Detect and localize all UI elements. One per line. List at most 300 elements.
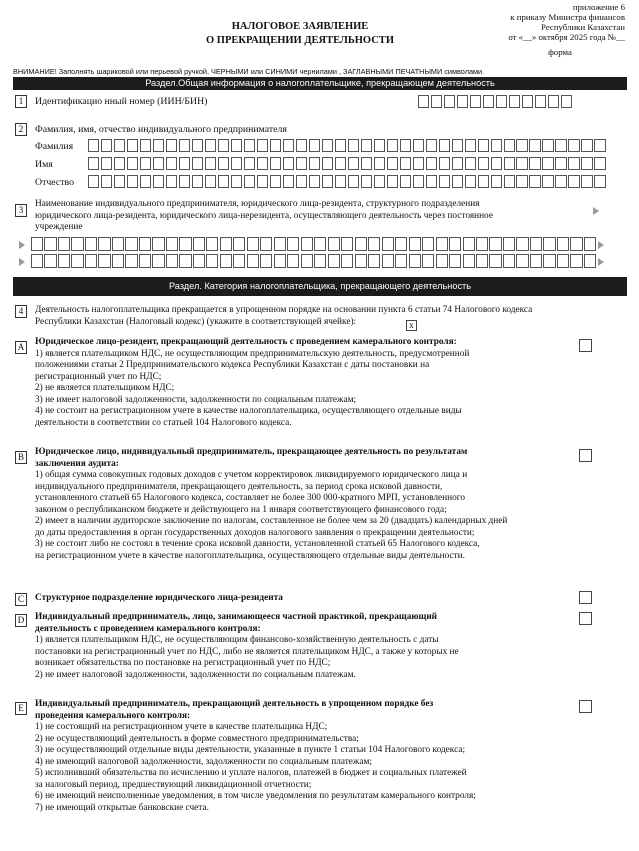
category-line: возникает обязательства по постановке на регистрационный учет по НДС; [35, 658, 331, 669]
char-cell[interactable] [193, 254, 205, 268]
char-cell[interactable] [368, 237, 380, 251]
char-cell[interactable] [206, 254, 218, 268]
char-cell[interactable] [85, 237, 97, 251]
category-letter: B [15, 451, 27, 464]
char-cell[interactable] [581, 157, 592, 170]
char-cell[interactable] [503, 254, 515, 268]
char-cell[interactable] [257, 139, 268, 152]
char-cell[interactable] [504, 175, 515, 188]
char-cell[interactable] [444, 95, 455, 108]
char-cell[interactable] [328, 254, 340, 268]
char-cell[interactable] [179, 139, 190, 152]
char-cell[interactable] [88, 139, 99, 152]
char-cell[interactable] [152, 237, 164, 251]
category-e-text [35, 699, 595, 814]
char-cell[interactable] [231, 157, 242, 170]
field-number: 1 [15, 95, 27, 108]
char-cell[interactable] [489, 254, 501, 268]
document-title [150, 20, 450, 47]
char-cell[interactable] [112, 254, 124, 268]
char-cell[interactable] [101, 175, 112, 188]
char-cell[interactable] [568, 157, 579, 170]
surname-label: Фамилия [35, 141, 74, 152]
category-line: 2) имеет в наличии аудиторское заключение по налогам, составленное не более чем за 20 (двадцать) календарных дней [35, 516, 508, 527]
char-cell[interactable] [166, 175, 177, 188]
char-cell[interactable] [374, 175, 385, 188]
category-line: 3) не осуществляющий отдельные виды деятельности, указанные в пункте 1 статьи 104 Налогового кодекса; [35, 745, 466, 756]
char-cell[interactable] [127, 157, 138, 170]
org-label-line: Наименование индивидуального предпринимателя, юридического лица-резидента, структурного подразделения [35, 199, 480, 209]
char-cell[interactable] [244, 139, 255, 152]
char-cell[interactable] [439, 175, 450, 188]
char-cell[interactable] [270, 139, 281, 152]
char-cell[interactable] [166, 157, 177, 170]
char-cell[interactable] [439, 139, 450, 152]
char-cell[interactable] [529, 157, 540, 170]
char-cell[interactable] [140, 157, 151, 170]
char-cell[interactable] [139, 237, 151, 251]
category-line: 4) не имеющий налоговой задолженности, задолженности по социальным платежам; [35, 756, 372, 767]
field-number: 2 [15, 123, 27, 136]
category-line: до даты предоставления в орган государственных доходов налогового заявления о прекращении деятельности; [35, 527, 475, 538]
char-cell[interactable] [557, 237, 569, 251]
category-title: проведения камерального контроля: [35, 710, 191, 721]
category-c-checkbox[interactable] [579, 591, 592, 604]
char-cell[interactable] [101, 139, 112, 152]
char-cell[interactable] [413, 139, 424, 152]
org-label-line: юридического лица-резидента, юридического лица-нерезидента, осуществляющего деятельность через постоянное [35, 210, 493, 221]
char-cell[interactable] [44, 254, 56, 268]
category-letter: E [15, 702, 27, 715]
char-cell[interactable] [140, 139, 151, 152]
char-cell[interactable] [166, 237, 178, 251]
char-cell[interactable] [31, 237, 43, 251]
category-line: законом о республиканском бюджете и действующего на 1 января соответствующего финансового года; [35, 504, 447, 515]
char-cell[interactable] [44, 237, 56, 251]
char-cell[interactable] [413, 175, 424, 188]
char-cell[interactable] [368, 254, 380, 268]
org-label-line: учреждение [35, 222, 83, 233]
field-number: 3 [15, 204, 27, 217]
char-cell[interactable] [555, 157, 566, 170]
char-cell[interactable] [395, 237, 407, 251]
char-cell[interactable] [463, 254, 475, 268]
category-letter: A [15, 341, 27, 354]
category-line: 1) общая сумма совокупных годовых доходов с учетом корректировок ликвидируемого юридического лица и [35, 470, 468, 481]
char-cell[interactable] [205, 157, 216, 170]
char-cell[interactable] [557, 254, 569, 268]
char-cell[interactable] [561, 95, 572, 108]
char-cell[interactable] [542, 175, 553, 188]
category-line: установленного статьей 65 Налогового кодекса, составляет не более 300 000-кратного МРП, установленного [35, 493, 465, 504]
category-line: 3) не имеет налоговой задолженности, задолженности по социальным платежам; [35, 394, 357, 405]
char-cell[interactable] [489, 237, 501, 251]
char-cell[interactable] [361, 139, 372, 152]
char-cell[interactable] [465, 139, 476, 152]
char-cell[interactable] [436, 254, 448, 268]
char-cell[interactable] [348, 139, 359, 152]
char-cell[interactable] [192, 139, 203, 152]
char-cell[interactable] [309, 139, 320, 152]
char-cell[interactable] [153, 157, 164, 170]
category-title: Юридическое лицо, индивидуальный предприниматель, прекращающее деятельность по результатам [35, 447, 468, 457]
category-letter: D [15, 614, 27, 627]
char-cell[interactable] [179, 175, 190, 188]
char-cell[interactable] [101, 157, 112, 170]
title-line-1: НАЛОГОВОЕ ЗАЯВЛЕНИЕ [231, 21, 369, 32]
char-cell[interactable] [58, 254, 70, 268]
appendix-line: от «__» октября 2025 года №__ [508, 31, 625, 42]
char-cell[interactable] [85, 254, 97, 268]
char-cell[interactable] [348, 157, 359, 170]
char-cell[interactable] [594, 157, 605, 170]
category-title: Структурное подразделение юридического лица-резидента [35, 593, 283, 603]
arrow-right-icon [19, 258, 25, 266]
char-cell[interactable] [449, 254, 461, 268]
char-cell[interactable] [400, 175, 411, 188]
category-line: постановки на регистрационный учет по НДС, либо не является плательщиком НДС, а также у которых не [35, 646, 459, 657]
char-cell[interactable] [270, 175, 281, 188]
char-cell[interactable] [244, 175, 255, 188]
char-cell[interactable] [465, 157, 476, 170]
category-title: заключения аудита: [35, 458, 119, 469]
name-input-cells[interactable] [88, 157, 607, 170]
arrow-right-icon [598, 258, 604, 266]
char-cell[interactable] [439, 157, 450, 170]
form-label: форма [548, 47, 572, 58]
category-line: индивидуального предпринимателя, прекращающего деятельность, за период срока исковой давности, [35, 481, 443, 492]
char-cell[interactable] [530, 254, 542, 268]
char-cell[interactable] [58, 237, 70, 251]
char-cell[interactable] [322, 157, 333, 170]
char-cell[interactable] [413, 157, 424, 170]
char-cell[interactable] [555, 175, 566, 188]
char-cell[interactable] [395, 254, 407, 268]
char-cell[interactable] [247, 237, 259, 251]
char-cell[interactable] [491, 139, 502, 152]
char-cell[interactable] [98, 254, 110, 268]
char-cell[interactable] [112, 237, 124, 251]
iin-bin-label: Идентификацио нный номер (ИИН/БИН) [35, 96, 208, 107]
char-cell[interactable] [231, 139, 242, 152]
char-cell[interactable] [503, 237, 515, 251]
char-cell[interactable] [179, 237, 191, 251]
char-cell[interactable] [283, 139, 294, 152]
char-cell[interactable] [283, 175, 294, 188]
char-cell[interactable] [218, 139, 229, 152]
category-line: регистрационный учет по НДС; [35, 371, 162, 382]
char-cell[interactable] [335, 175, 346, 188]
category-line: 4) не состоит на регистрационном учете в качестве налогоплательщика, осуществляющего отдельные виды [35, 406, 462, 417]
char-cell[interactable] [496, 95, 507, 108]
arrow-right-icon [593, 207, 599, 215]
char-cell[interactable] [361, 157, 372, 170]
char-cell[interactable] [452, 175, 463, 188]
char-cell[interactable] [193, 237, 205, 251]
char-cell[interactable] [127, 175, 138, 188]
char-cell[interactable] [218, 157, 229, 170]
char-cell[interactable] [274, 254, 286, 268]
char-cell[interactable] [125, 237, 137, 251]
char-cell[interactable] [581, 139, 592, 152]
char-cell[interactable] [296, 175, 307, 188]
char-cell[interactable] [431, 95, 442, 108]
category-line: на регистрационном учете в качестве налогоплательщика, осуществляющего отдельные виды деятельности. [35, 550, 465, 561]
iin-bin-input-cells[interactable] [418, 95, 574, 108]
char-cell[interactable] [205, 139, 216, 152]
category-title: деятельность с проведением камерального контроля: [35, 623, 261, 634]
char-cell[interactable] [400, 157, 411, 170]
char-cell[interactable] [283, 157, 294, 170]
char-cell[interactable] [516, 237, 528, 251]
appendix-line: Республики Казахстан [541, 21, 625, 32]
patronymic-label: Отчество [35, 177, 74, 188]
example-mark-cell: x [406, 320, 417, 331]
char-cell[interactable] [179, 157, 190, 170]
char-cell[interactable] [355, 254, 367, 268]
field4-line: Республики Казахстан (Налоговый кодекс) (укажите в соответствующей ячейке): [35, 316, 357, 327]
category-d-text [35, 612, 595, 681]
char-cell[interactable] [71, 237, 83, 251]
char-cell[interactable] [88, 175, 99, 188]
char-cell[interactable] [387, 139, 398, 152]
char-cell[interactable] [114, 175, 125, 188]
char-cell[interactable] [301, 254, 313, 268]
char-cell[interactable] [422, 254, 434, 268]
char-cell[interactable] [452, 139, 463, 152]
appendix-line: приложение 6 [572, 2, 625, 12]
char-cell[interactable] [584, 237, 596, 251]
category-title: Индивидуальный предприниматель, прекращающий деятельность в упрощенном порядке без [35, 699, 434, 709]
char-cell[interactable] [409, 237, 421, 251]
patronymic-input-cells[interactable] [88, 175, 607, 188]
category-title: Индивидуальный предприниматель, лицо, занимающееся частной практикой, прекращающий [35, 612, 438, 622]
char-cell[interactable] [322, 139, 333, 152]
char-cell[interactable] [166, 139, 177, 152]
char-cell[interactable] [287, 237, 299, 251]
char-cell[interactable] [260, 237, 272, 251]
char-cell[interactable] [244, 157, 255, 170]
char-cell[interactable] [247, 254, 259, 268]
surname-input-cells[interactable] [88, 139, 607, 152]
char-cell[interactable] [206, 237, 218, 251]
char-cell[interactable] [355, 237, 367, 251]
char-cell[interactable] [374, 157, 385, 170]
char-cell[interactable] [88, 157, 99, 170]
char-cell[interactable] [504, 157, 515, 170]
section-general-info-header: Раздел.Общая информация о налогоплательщике, прекращающем деятельность [13, 77, 627, 90]
char-cell[interactable] [322, 175, 333, 188]
category-line: 7) не имеющий открытые банковские счета. [35, 802, 209, 813]
char-cell[interactable] [233, 237, 245, 251]
category-line: положениями статьи 2 Предпринимательского кодекса Республики Казахстан с даты постановки на [35, 360, 430, 371]
char-cell[interactable] [465, 175, 476, 188]
arrow-right-icon [598, 241, 604, 249]
char-cell[interactable] [257, 175, 268, 188]
char-cell[interactable] [568, 175, 579, 188]
char-cell[interactable] [457, 95, 468, 108]
char-cell[interactable] [426, 175, 437, 188]
appendix-line: к приказу Министра финансов [510, 11, 625, 22]
char-cell[interactable] [220, 254, 232, 268]
char-cell[interactable] [476, 237, 488, 251]
char-cell[interactable] [260, 254, 272, 268]
char-cell[interactable] [139, 254, 151, 268]
char-cell[interactable] [463, 237, 475, 251]
char-cell[interactable] [153, 139, 164, 152]
arrow-right-icon [19, 241, 25, 249]
char-cell[interactable] [314, 237, 326, 251]
char-cell[interactable] [152, 254, 164, 268]
char-cell[interactable] [535, 95, 546, 108]
name-label: Имя [35, 159, 53, 170]
char-cell[interactable] [309, 175, 320, 188]
field-number: 4 [15, 305, 27, 318]
char-cell[interactable] [71, 254, 83, 268]
fullname-label: Фамилия, имя, отчество индивидуального предпринимателя [35, 124, 287, 135]
appendix-reference [425, 3, 625, 58]
char-cell[interactable] [542, 157, 553, 170]
field4-description [35, 305, 630, 328]
char-cell[interactable] [287, 254, 299, 268]
char-cell[interactable] [529, 175, 540, 188]
char-cell[interactable] [274, 237, 286, 251]
char-cell[interactable] [529, 139, 540, 152]
category-line: 5) исполнивший обязательства по исчислению и уплате налогов, платежей в бюджет и социальных платежей [35, 768, 467, 779]
char-cell[interactable] [296, 157, 307, 170]
char-cell[interactable] [218, 175, 229, 188]
char-cell[interactable] [335, 139, 346, 152]
char-cell[interactable] [491, 175, 502, 188]
char-cell[interactable] [426, 157, 437, 170]
fill-instructions: ВНИМАНИЕ! Заполнять шариковой или перьевой ручкой, ЧЕРНЫМИ или СИНИМИ чернилами , ЗАГЛАВНЫМИ ПЕЧАТНЫМИ символами. [13, 67, 485, 76]
char-cell[interactable] [140, 175, 151, 188]
char-cell[interactable] [476, 254, 488, 268]
char-cell[interactable] [509, 95, 520, 108]
category-a-text [35, 337, 605, 429]
field4-line: Деятельность налогоплательщика прекращается в упрощенном порядке на основании пункта 6 статьи 74 Налогового кодекса [35, 305, 533, 315]
char-cell[interactable] [504, 139, 515, 152]
char-cell[interactable] [166, 254, 178, 268]
category-b-text [35, 447, 633, 562]
category-line: 2) не является плательщиком НДС; [35, 383, 175, 394]
char-cell[interactable] [543, 254, 555, 268]
category-line: 6) не имеющий неисполненные уведомления, в том числе уведомления по результатам камерального контроля; [35, 791, 476, 802]
char-cell[interactable] [478, 175, 489, 188]
char-cell[interactable] [341, 254, 353, 268]
char-cell[interactable] [581, 175, 592, 188]
category-line: 1) является плательщиком НДС, не осуществляющим финансово-хозяйственную деятельность с даты [35, 635, 439, 646]
char-cell[interactable] [127, 139, 138, 152]
category-line: 1) является плательщиком НДС, не осуществляющим предпринимательскую деятельность, предусмотренной [35, 348, 470, 359]
organization-name-input-cells[interactable] [31, 254, 597, 268]
char-cell[interactable] [516, 157, 527, 170]
char-cell[interactable] [231, 175, 242, 188]
char-cell[interactable] [542, 139, 553, 152]
char-cell[interactable] [233, 254, 245, 268]
char-cell[interactable] [555, 139, 566, 152]
char-cell[interactable] [470, 95, 481, 108]
char-cell[interactable] [436, 237, 448, 251]
char-cell[interactable] [335, 157, 346, 170]
char-cell[interactable] [594, 175, 605, 188]
char-cell[interactable] [568, 139, 579, 152]
char-cell[interactable] [387, 175, 398, 188]
char-cell[interactable] [309, 157, 320, 170]
char-cell[interactable] [570, 254, 582, 268]
char-cell[interactable] [341, 237, 353, 251]
char-cell[interactable] [409, 254, 421, 268]
organization-name-input-cells[interactable] [31, 237, 597, 251]
char-cell[interactable] [296, 139, 307, 152]
char-cell[interactable] [522, 95, 533, 108]
char-cell[interactable] [220, 237, 232, 251]
char-cell[interactable] [516, 175, 527, 188]
category-letter: C [15, 593, 27, 606]
char-cell[interactable] [530, 237, 542, 251]
char-cell[interactable] [548, 95, 559, 108]
char-cell[interactable] [426, 139, 437, 152]
char-cell[interactable] [361, 175, 372, 188]
char-cell[interactable] [478, 139, 489, 152]
char-cell[interactable] [422, 237, 434, 251]
char-cell[interactable] [270, 157, 281, 170]
char-cell[interactable] [153, 175, 164, 188]
char-cell[interactable] [314, 254, 326, 268]
char-cell[interactable] [179, 254, 191, 268]
category-line: 1) не состоящий на регистрационном учете в качестве плательщика НДС; [35, 722, 328, 733]
char-cell[interactable] [478, 157, 489, 170]
char-cell[interactable] [125, 254, 137, 268]
char-cell[interactable] [452, 157, 463, 170]
char-cell[interactable] [516, 139, 527, 152]
char-cell[interactable] [382, 254, 394, 268]
category-line: за налоговый период, предшествующий ликвидационной отчетности; [35, 779, 312, 790]
char-cell[interactable] [98, 237, 110, 251]
char-cell[interactable] [382, 237, 394, 251]
char-cell[interactable] [387, 157, 398, 170]
char-cell[interactable] [516, 254, 528, 268]
category-line: деятельности в соответствии со статьей 104 Налогового кодекса. [35, 417, 292, 428]
char-cell[interactable] [205, 175, 216, 188]
char-cell[interactable] [374, 139, 385, 152]
char-cell[interactable] [491, 157, 502, 170]
char-cell[interactable] [192, 157, 203, 170]
char-cell[interactable] [449, 237, 461, 251]
char-cell[interactable] [257, 157, 268, 170]
char-cell[interactable] [31, 254, 43, 268]
char-cell[interactable] [543, 237, 555, 251]
char-cell[interactable] [114, 139, 125, 152]
char-cell[interactable] [400, 139, 411, 152]
category-line: 2) не осуществляющий деятельность в форме совместного предпринимательства; [35, 733, 359, 744]
char-cell[interactable] [328, 237, 340, 251]
char-cell[interactable] [114, 157, 125, 170]
char-cell[interactable] [594, 139, 605, 152]
char-cell[interactable] [570, 237, 582, 251]
char-cell[interactable] [301, 237, 313, 251]
category-title: Юридическое лицо-резидент, прекращающий деятельность с проведением камерального контроля: [35, 337, 457, 347]
category-line: 3) не состоит либо не состоял в течение срока исковой давности, установленной статьей 65 Налогового кодекса, [35, 539, 480, 550]
char-cell[interactable] [348, 175, 359, 188]
char-cell[interactable] [483, 95, 494, 108]
char-cell[interactable] [418, 95, 429, 108]
section-category-header: Раздел. Категория налогоплательщика, прекращающего деятельность [13, 277, 627, 296]
char-cell[interactable] [584, 254, 596, 268]
char-cell[interactable] [192, 175, 203, 188]
organization-name-label [35, 199, 595, 234]
category-line: 2) не имеет налоговой задолженности, задолженности по социальным платежам. [35, 669, 356, 680]
